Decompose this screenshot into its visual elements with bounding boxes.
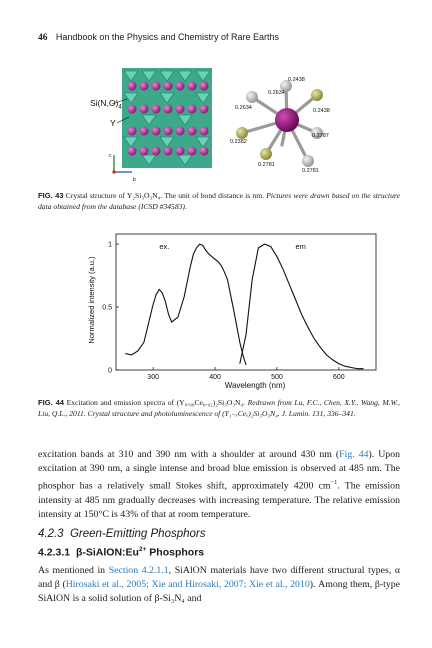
x-axis-label: Wavelength (nm) — [224, 381, 286, 390]
plot-area — [102, 234, 376, 381]
axis-origin — [112, 170, 115, 173]
paragraph-text: ). Among them, β-type SiAlON is a solid solution of β-Si₃N₄ and — [38, 579, 401, 605]
y-axis-label: Normalized intensity (a.u.) — [87, 256, 96, 344]
paragraph-text: excitation bands at 310 and 390 nm with a shoulder at around 430 nm ( — [38, 449, 340, 460]
curve-label: em — [295, 242, 306, 252]
bond-label: 0.2634 — [235, 105, 252, 111]
paragraph-text: As mentioned in — [38, 565, 109, 576]
bond-label: 0.2382 — [230, 139, 247, 145]
bond-label: 0.2438 — [313, 108, 330, 114]
coordination-image — [230, 77, 330, 174]
subsection-heading — [38, 546, 204, 559]
subsection-number: 4.2.3.1 — [38, 546, 71, 559]
y-central-atom — [275, 108, 299, 132]
section-link[interactable]: Section 4.2.1.1 — [108, 565, 169, 576]
fig44-caption-text: Excitation and emission spectra of (Y₀.₉₈Ce₀.₀₂)₂Si₃O₃N₄. — [66, 398, 246, 407]
book-title: Handbook on the Physics and Chemistry of Rare Earths — [55, 32, 279, 42]
fig43-caption-source: Pictures were drawn based on the structure data obtained from the database (ICSD #34583). — [38, 191, 400, 211]
figure-link[interactable]: Fig. 44 — [339, 449, 369, 460]
label-y-atom: Y — [110, 118, 116, 128]
y-tick-label: 0 — [108, 367, 112, 375]
section-heading — [38, 528, 205, 540]
label-si-n-o: $Si(N,O)_4$ — [90, 98, 122, 111]
x-tick-label: 500 — [271, 374, 283, 381]
fig43-label: FIG. 43 — [38, 191, 64, 200]
paragraph-text: ). Upon excitation at 390 nm, a single intense and broad blue emission is observed at 485 nm. The phosphor has a relatively small Stokes shift, approximately 4200 cm — [38, 449, 401, 492]
bond-label: 0.2781 — [258, 162, 275, 168]
bond-label: 0.2781 — [302, 168, 319, 174]
paragraph-text: , SiAlON materials have two different structural types, α and β ( — [38, 565, 401, 591]
running-head — [38, 32, 279, 43]
body-paragraph — [38, 448, 400, 522]
citation-link[interactable]: Hirosaki et al., 2005; Xie and Hirosaki, 2007; Xie et al., 2010 — [65, 579, 310, 591]
section-number: 4.2.3 — [38, 528, 64, 540]
fig44-caption — [38, 397, 400, 419]
paragraph-text: . The emission intensity at 485 nm gradually decreases with increasing temperature. The relative emission intensity at 150°C is 43% of that at room temperature. — [38, 480, 400, 521]
body-paragraph — [38, 564, 400, 607]
fig43-caption — [38, 190, 400, 212]
series-line-emission — [240, 244, 364, 369]
subsection-title: β-SiAlON:Eu — [75, 546, 139, 559]
section-title: Green-Emitting Phosphors — [69, 528, 206, 540]
plot-frame — [116, 234, 376, 370]
y-tick-label: 0.5 — [102, 304, 112, 312]
subsection-title-suffix: Phosphors — [146, 546, 205, 559]
x-tick-label: 600 — [333, 374, 345, 381]
axis-c-label: c — [109, 153, 112, 159]
curve-label: ex. — [159, 242, 170, 252]
bond-label: 0.2787 — [312, 133, 329, 139]
fig43-figure — [80, 65, 400, 187]
fig43-caption-text: Crystal structure of Y₂Si₃O₃N₄. The unit of bond distance is nm. — [65, 191, 265, 200]
fig44-label: FIG. 44 — [38, 398, 65, 407]
fig44-chart — [80, 228, 380, 392]
superscript: 2+ — [138, 546, 147, 553]
x-tick-label: 400 — [209, 374, 221, 381]
superscript: −1 — [330, 479, 338, 487]
page-number: 46 — [38, 33, 48, 43]
axis-b-label: b — [133, 177, 136, 183]
y-tick-label: 1 — [108, 241, 112, 249]
unit-cell-image — [90, 68, 212, 183]
bond-label: 0.2438 — [288, 77, 305, 83]
series-line-excitation — [125, 244, 246, 365]
fig44-caption-source: Redrawn from Lu, F.C., Chen, X.Y., Wang, M.W., Liu, Q.L., 2011. Crystal structure and photoluminescence of (Y₁₋ₓCeₓ)₂Si₃O₃N₄. J. Lumin. 131, 336–341. — [38, 398, 401, 418]
x-tick-label: 300 — [147, 374, 159, 381]
bond-label: 0.2634 — [268, 90, 285, 96]
